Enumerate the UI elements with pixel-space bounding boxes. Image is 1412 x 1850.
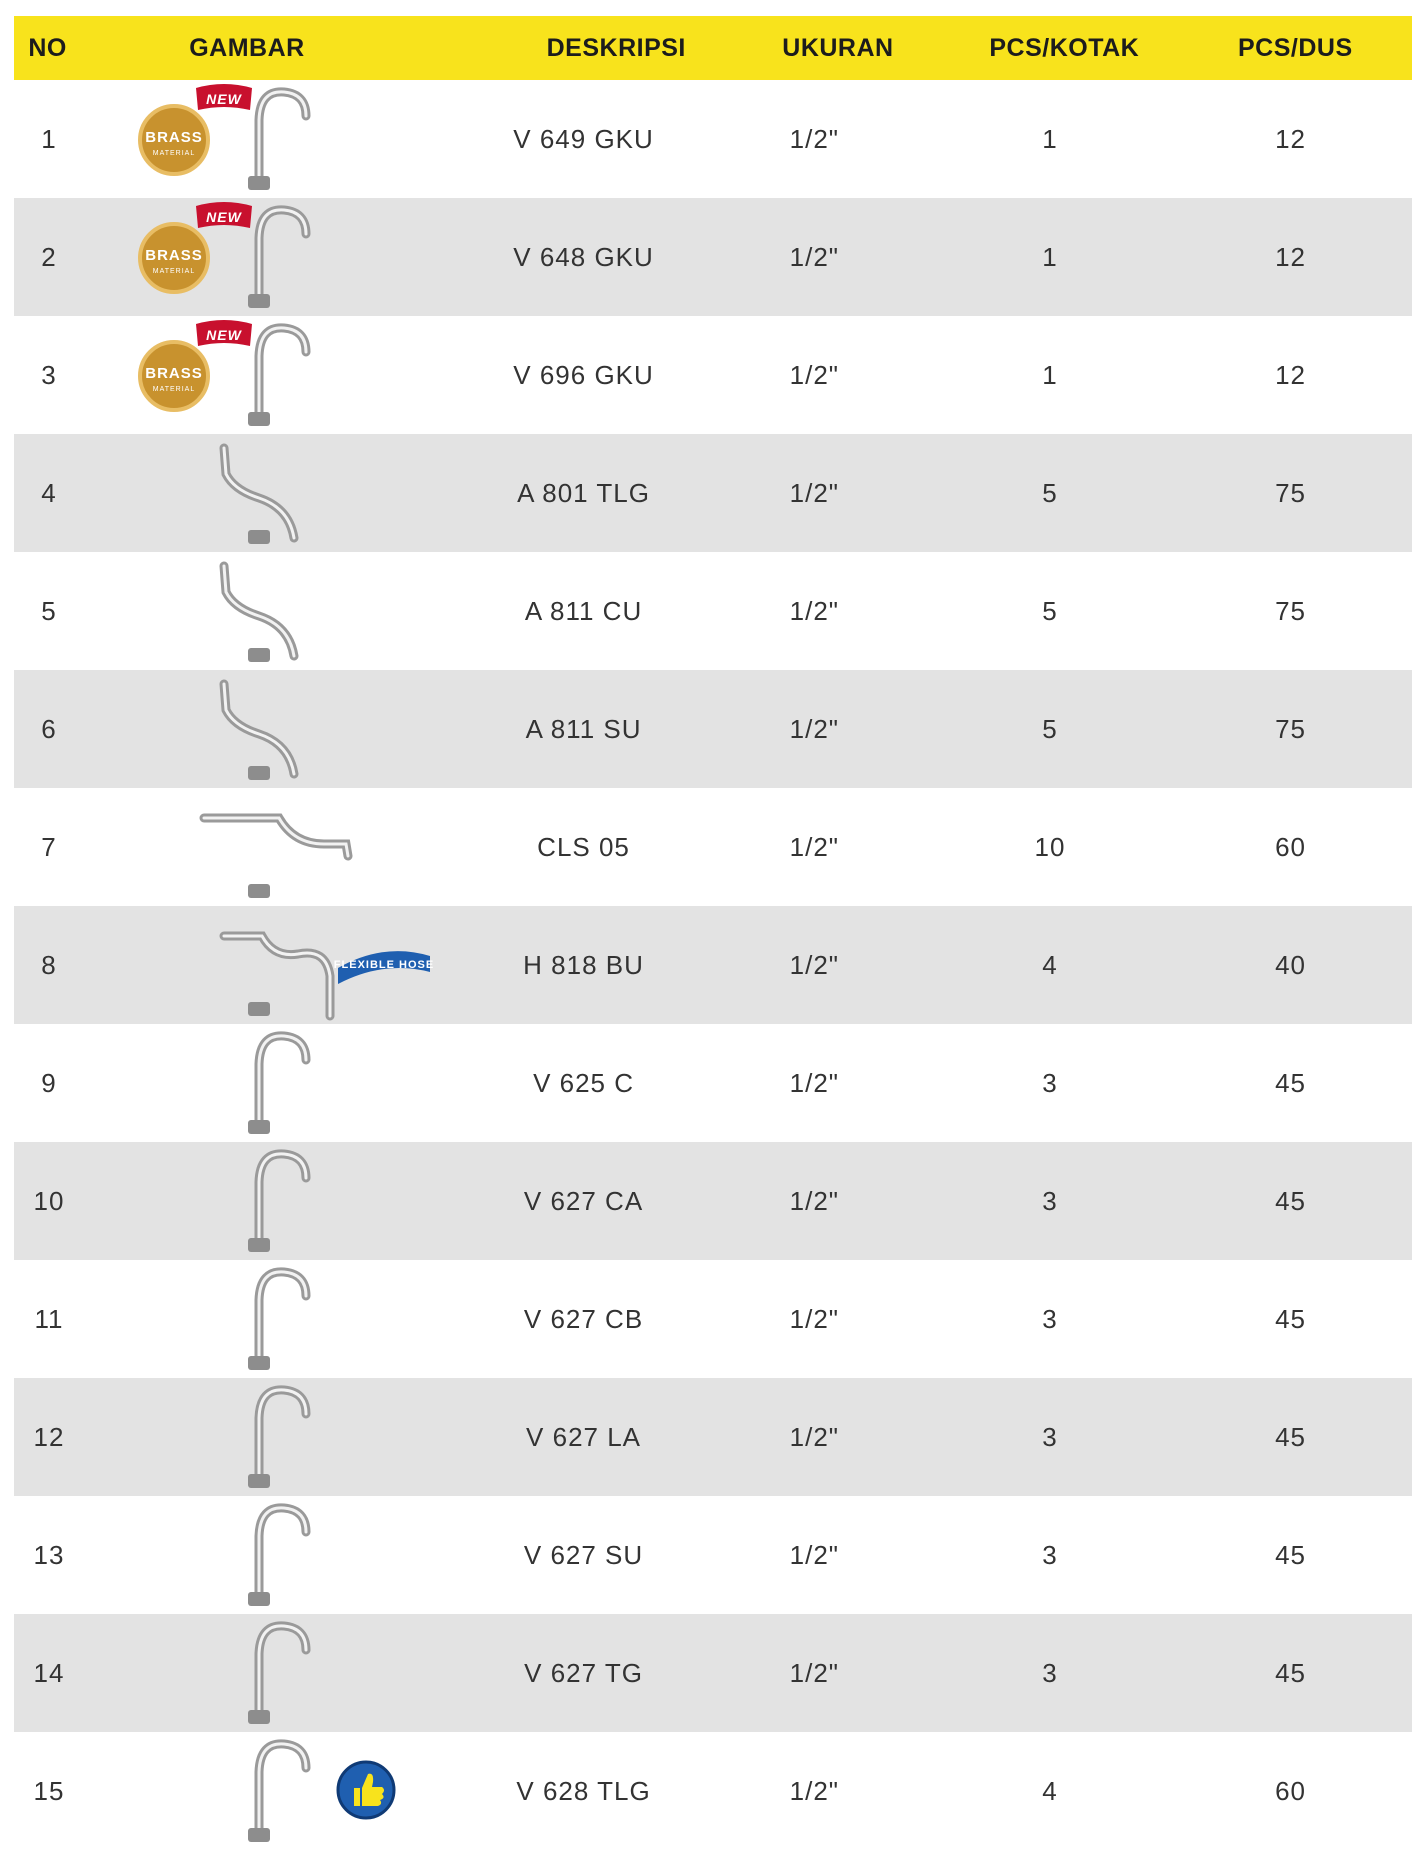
row-no: 12: [33, 1421, 65, 1452]
svg-text:NEW: NEW: [206, 91, 242, 107]
table-body: [14, 80, 1412, 1850]
table-row: [14, 1024, 1412, 1142]
row-deskripsi: V 627 TG: [524, 1657, 643, 1688]
row-ukuran: 1/2": [789, 123, 840, 154]
product-table: [14, 16, 1412, 1850]
row-picture: [84, 1260, 449, 1378]
row-deskripsi: V 627 CA: [523, 1185, 644, 1216]
table-row: [14, 1260, 1412, 1378]
row-deskripsi: A 811 CU: [524, 595, 643, 626]
svg-text:MATERIAL: MATERIAL: [152, 268, 196, 275]
svg-text:NEW: NEW: [206, 327, 242, 343]
row-pcs-kotak: 5: [1042, 477, 1058, 508]
table-row: [14, 552, 1412, 670]
row-picture: [84, 906, 449, 1024]
row-no: 3: [41, 359, 57, 390]
row-pcs-kotak: 5: [1042, 595, 1058, 626]
row-deskripsi: V 627 SU: [523, 1539, 644, 1570]
table-row: [14, 80, 1412, 198]
row-pcs-kotak: 1: [1042, 359, 1058, 390]
row-picture: [84, 1024, 449, 1142]
row-ukuran: 1/2": [789, 477, 840, 508]
row-picture: [84, 198, 449, 316]
new-badge: [196, 320, 252, 346]
row-no: 1: [41, 123, 57, 154]
table-row: [14, 316, 1412, 434]
row-deskripsi: V 696 GKU: [513, 359, 654, 390]
swan-neck-faucet-icon: [84, 1614, 460, 1732]
row-no: 7: [41, 831, 57, 862]
row-pcs-dus: 45: [1275, 1539, 1306, 1570]
swan-neck-faucet-icon: [84, 1732, 460, 1850]
row-ukuran: 1/2": [789, 949, 840, 980]
svg-text:FLEXIBLE HOSE: FLEXIBLE HOSE: [333, 959, 435, 971]
header-ukuran: UKURAN: [782, 33, 894, 62]
row-picture: [84, 80, 449, 198]
thumbs-up-icon: [338, 1762, 394, 1818]
swan-neck-faucet-icon: [84, 1260, 460, 1378]
row-pcs-dus: 75: [1275, 477, 1306, 508]
header-gambar: GAMBAR: [189, 33, 305, 62]
row-pcs-kotak: 5: [1042, 713, 1058, 744]
row-pcs-kotak: 4: [1042, 949, 1058, 980]
table-row: [14, 1378, 1412, 1496]
row-no: 9: [41, 1067, 57, 1098]
row-ukuran: 1/2": [789, 831, 840, 862]
row-pcs-kotak: 1: [1042, 241, 1058, 272]
row-picture: [84, 316, 449, 434]
header-pcs-dus: PCS/DUS: [1237, 33, 1353, 62]
row-pcs-kotak: 3: [1042, 1067, 1058, 1098]
row-ukuran: 1/2": [789, 595, 840, 626]
row-ukuran: 1/2": [789, 1539, 840, 1570]
row-ukuran: 1/2": [789, 241, 840, 272]
row-pcs-dus: 45: [1275, 1421, 1306, 1452]
row-picture: [84, 1142, 449, 1260]
swan-neck-faucet-icon: [84, 1142, 460, 1260]
row-picture: [84, 1378, 449, 1496]
brass-material-badge: [140, 106, 208, 174]
table-row: [14, 1496, 1412, 1614]
flexible-faucet-icon: [84, 906, 460, 1024]
row-ukuran: 1/2": [789, 1775, 840, 1806]
row-deskripsi: CLS 05: [537, 831, 630, 862]
row-pcs-dus: 12: [1275, 359, 1306, 390]
row-picture: [84, 434, 449, 552]
row-pcs-kotak: 3: [1042, 1185, 1058, 1216]
row-picture: [84, 1496, 449, 1614]
row-pcs-kotak: 1: [1042, 123, 1058, 154]
swan-neck-faucet-icon: [84, 1378, 460, 1496]
wall-faucet-icon: [84, 552, 460, 670]
svg-text:NEW: NEW: [206, 209, 242, 225]
table-row: [14, 1142, 1412, 1260]
row-no: 6: [41, 713, 57, 744]
row-pcs-dus: 12: [1275, 241, 1306, 272]
row-deskripsi: A 811 SU: [525, 713, 642, 744]
row-pcs-dus: 45: [1275, 1067, 1306, 1098]
row-deskripsi: V 648 GKU: [513, 241, 654, 272]
row-pcs-dus: 45: [1275, 1185, 1306, 1216]
long-spout-faucet-icon: [84, 788, 460, 906]
row-pcs-dus: 75: [1275, 713, 1306, 744]
row-deskripsi: V 627 LA: [526, 1421, 642, 1452]
row-no: 13: [33, 1539, 65, 1570]
row-ukuran: 1/2": [789, 1657, 840, 1688]
row-ukuran: 1/2": [789, 1185, 840, 1216]
row-pcs-kotak: 3: [1042, 1303, 1058, 1334]
flexible-hose-badge: [334, 951, 434, 984]
row-no: 8: [41, 949, 57, 980]
table-row: [14, 906, 1412, 1024]
brass-material-badge: [140, 224, 208, 292]
row-pcs-kotak: 3: [1042, 1421, 1058, 1452]
table-row: [14, 198, 1412, 316]
row-deskripsi: H 818 BU: [523, 949, 644, 980]
row-picture: [84, 670, 449, 788]
svg-text:BRASS: BRASS: [145, 129, 203, 146]
table-row: [14, 1614, 1412, 1732]
row-pcs-dus: 75: [1275, 595, 1306, 626]
brass-material-badge: [140, 342, 208, 410]
row-no: 4: [41, 477, 57, 508]
swan-neck-faucet-icon: [84, 1496, 460, 1614]
row-pcs-kotak: 3: [1042, 1657, 1058, 1688]
row-pcs-dus: 60: [1275, 831, 1306, 862]
row-pcs-kotak: 4: [1042, 1775, 1058, 1806]
row-pcs-dus: 12: [1275, 123, 1306, 154]
row-deskripsi: A 801 TLG: [517, 477, 650, 508]
row-no: 11: [34, 1303, 64, 1334]
svg-text:BRASS: BRASS: [145, 247, 203, 264]
row-no: 14: [33, 1657, 65, 1688]
row-ukuran: 1/2": [789, 1421, 840, 1452]
row-picture: [84, 552, 449, 670]
table-row: [14, 1732, 1412, 1850]
row-picture: [84, 1732, 449, 1850]
svg-text:MATERIAL: MATERIAL: [152, 386, 196, 393]
gooseneck-faucet-icon: [84, 316, 460, 434]
table-row: [14, 434, 1412, 552]
table-row: [14, 788, 1412, 906]
row-no: 15: [33, 1775, 65, 1806]
row-ukuran: 1/2": [789, 1303, 840, 1334]
svg-text:MATERIAL: MATERIAL: [152, 150, 196, 157]
row-deskripsi: V 628 TLG: [516, 1775, 651, 1806]
header-deskripsi: DESKRIPSI: [546, 33, 686, 62]
row-picture: [84, 788, 449, 906]
row-ukuran: 1/2": [789, 359, 840, 390]
row-pcs-dus: 40: [1275, 949, 1306, 980]
new-badge: [196, 202, 252, 228]
wall-faucet-icon: [84, 670, 460, 788]
header-pcs-kotak: PCS/KOTAK: [989, 33, 1140, 62]
swan-neck-faucet-icon: [84, 198, 460, 316]
row-deskripsi: V 625 C: [533, 1067, 635, 1098]
row-pcs-dus: 60: [1275, 1775, 1306, 1806]
swan-neck-faucet-icon: [84, 1024, 460, 1142]
row-deskripsi: V 627 CB: [523, 1303, 644, 1334]
row-pcs-dus: 45: [1275, 1657, 1306, 1688]
table-row: [14, 670, 1412, 788]
row-no: 2: [41, 241, 57, 272]
row-no: 5: [41, 595, 57, 626]
wall-faucet-icon: [84, 434, 460, 552]
row-pcs-kotak: 3: [1042, 1539, 1058, 1570]
row-pcs-kotak: 10: [1034, 831, 1066, 862]
svg-text:BRASS: BRASS: [145, 365, 203, 382]
row-ukuran: 1/2": [789, 1067, 840, 1098]
pillar-faucet-icon: [84, 80, 460, 198]
row-no: 10: [33, 1185, 65, 1216]
table-header: [14, 16, 1412, 80]
new-badge: [196, 84, 252, 110]
header-no: NO: [28, 33, 67, 62]
row-picture: [84, 1614, 449, 1732]
row-deskripsi: V 649 GKU: [513, 123, 654, 154]
row-pcs-dus: 45: [1275, 1303, 1306, 1334]
row-ukuran: 1/2": [789, 713, 840, 744]
